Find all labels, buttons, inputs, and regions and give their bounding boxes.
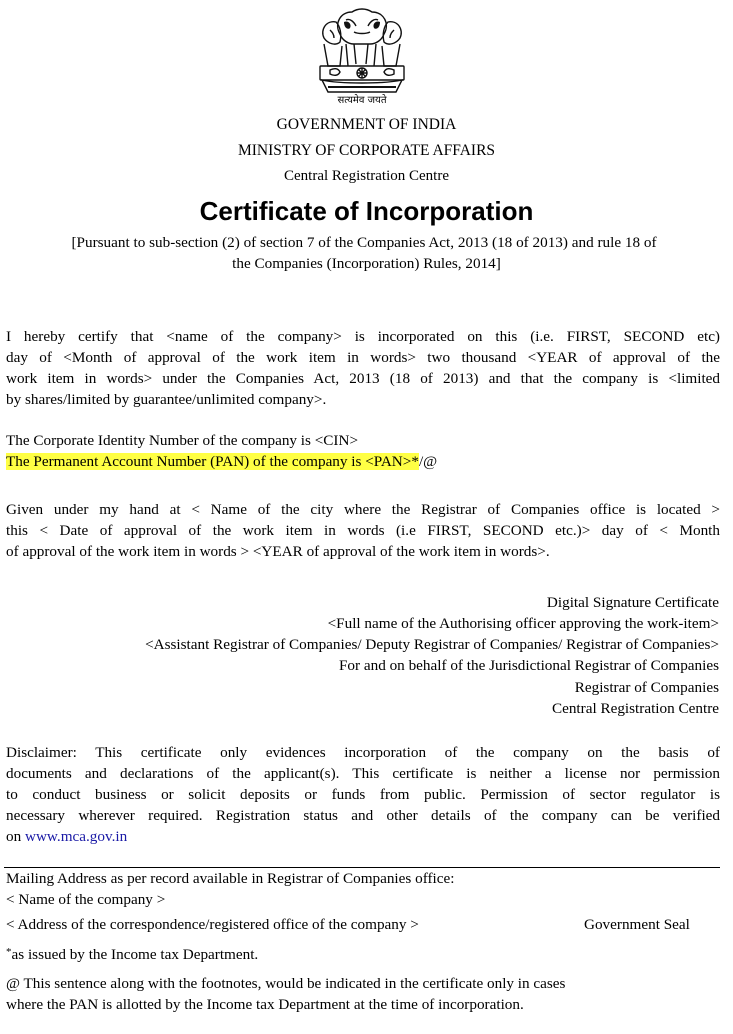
disclaimer-line: to conduct business or solicit deposits or funds from public. Permission of sector regulator is <box>6 786 720 803</box>
company-name-placeholder: < Name of the company > <box>6 891 166 908</box>
footnote-at-line-2: where the PAN is allotted by the Income tax Department at the time of incorporation. <box>6 996 524 1013</box>
emblem-motto: सत्यमेव जयते <box>337 95 387 106</box>
disclaimer-line <box>6 826 720 847</box>
disclaimer-line: documents and declarations of the applicant(s). This certificate is neither a license nor permission <box>6 765 720 782</box>
footnote-asterisk: * <box>6 946 12 958</box>
certification-paragraph <box>6 326 720 410</box>
paragraph-line: Given under my hand at < Name of the city where the Registrar of Companies office is located > <box>6 501 720 518</box>
paragraph-line: work item in words> under the Companies Act, 2013 (18 of 2013) and that the company is <limited <box>6 370 720 387</box>
paragraph-line: of approval of the work item in words > <YEAR of approval of the work item in words>. <box>6 543 550 560</box>
subtitle-line-2: the Companies (Incorporation) Rules, 2014] <box>232 255 501 272</box>
authorising-officer-name: <Full name of the Authorising officer approving the work-item> <box>327 615 719 632</box>
paragraph-line: this < Date of approval of the work item in words (i.e FIRST, SECOND etc.)> day of < Month <box>6 522 720 539</box>
paragraph-line: I hereby certify that <name of the company> is incorporated on this (i.e. FIRST, SECOND etc) <box>6 328 720 345</box>
disclaimer-line: necessary wherever required. Registration status and other details of the company can be verified <box>6 807 720 824</box>
government-heading: GOVERNMENT OF INDIA <box>276 116 457 133</box>
company-address-placeholder: < Address of the correspondence/registered office of the company > <box>6 916 419 933</box>
registration-centre-label: Central Registration Centre <box>551 700 719 717</box>
disclaimer <box>6 742 720 847</box>
footnote-at-line-1: @ This sentence along with the footnotes, would be indicated in the certificate only in cases <box>6 975 566 992</box>
mailing-address-label: Mailing Address as per record available in Registrar of Companies office: <box>6 870 455 887</box>
given-under-hand-paragraph <box>6 499 720 562</box>
cin-statement: The Corporate Identity Number of the company is <CIN> <box>6 432 359 449</box>
registrar-label: Registrar of Companies <box>574 679 719 696</box>
mca-website-link[interactable]: www.mca.gov.in <box>24 828 128 845</box>
paragraph-line: day of <Month of approval of the work item in words> two thousand <YEAR of approval of the <box>6 349 720 366</box>
pan-statement-row <box>6 453 437 471</box>
disclaimer-prefix: on <box>6 828 25 845</box>
ministry-heading: MINISTRY OF CORPORATE AFFAIRS <box>237 142 496 159</box>
on-behalf-line: For and on behalf of the Jurisdictional Registrar of Companies <box>338 657 719 674</box>
centre-heading: Central Registration Centre <box>284 168 449 184</box>
divider <box>4 867 720 868</box>
pan-footnote-mark: /@ <box>418 453 438 470</box>
page-title: Certificate of Incorporation <box>199 196 534 226</box>
footnote-text: as issued by the Income tax Department. <box>11 946 259 963</box>
footnote-pan-source <box>6 946 258 964</box>
disclaimer-line: Disclaimer: This certificate only evidences incorporation of the company on the basis of <box>6 744 720 761</box>
government-seal-label: Government Seal <box>584 916 690 933</box>
subtitle-line-1: [Pursuant to sub-section (2) of section 7 of the Companies Act, 2013 (18 of 2013) and rule 18 of <box>71 234 657 251</box>
pan-statement: The Permanent Account Number (PAN) of the company is <PAN>* <box>6 453 419 470</box>
paragraph-line: by shares/limited by guarantee/unlimited company>. <box>6 391 327 408</box>
officer-designation: <Assistant Registrar of Companies/ Deputy Registrar of Companies/ Registrar of Companies> <box>145 636 719 653</box>
digital-signature-label: Digital Signature Certificate <box>546 594 719 611</box>
